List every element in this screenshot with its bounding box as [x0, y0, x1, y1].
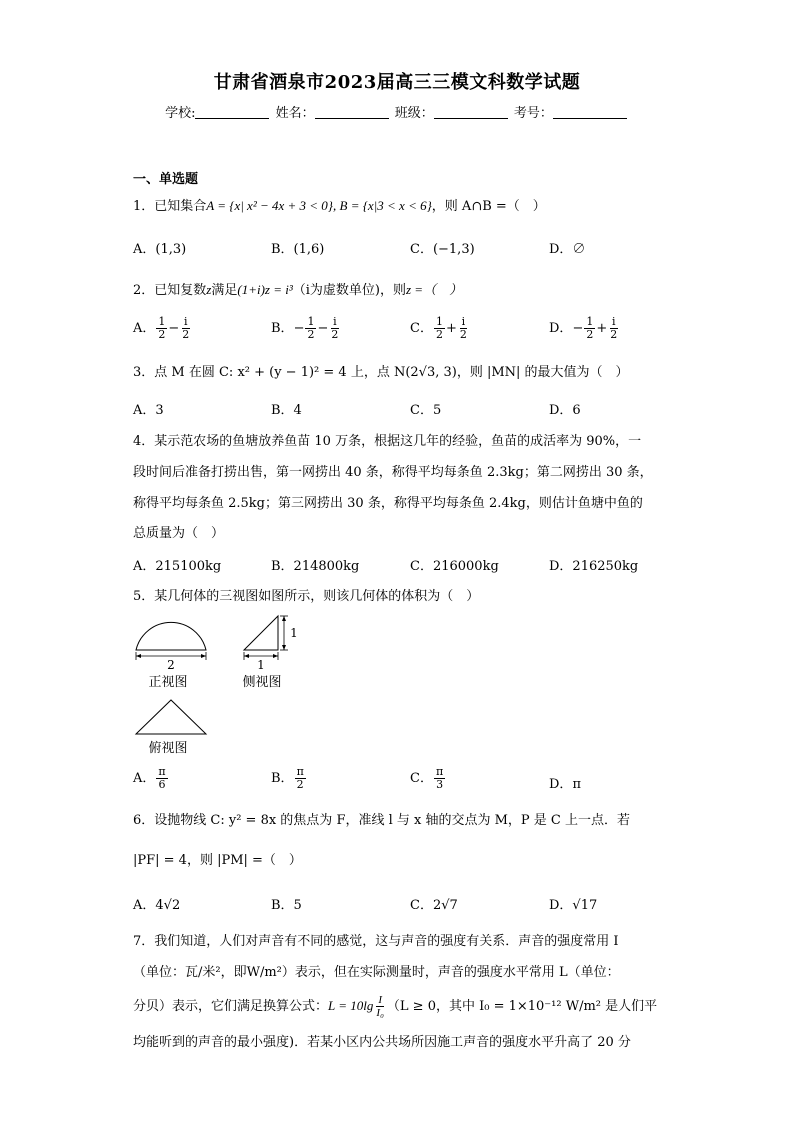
question-7-line-1: 7．我们知道，人们对声音有不同的感觉，这与声音的强度有关系．声音的强度常用 I [133, 934, 619, 949]
q2-d-frac2: $\frac{i}{2}$ [610, 315, 618, 341]
question-4-line-3: 称得平均每条鱼 2.5kg；第三网捞出 30 条，称得平均每条鱼 2.4kg，则估计鱼塘中鱼的 [133, 496, 643, 511]
three-view-figure [128, 612, 308, 760]
question-4-line-1: 4．某示范农场的鱼塘放养鱼苗 10 万条，根据这几年的经验，鱼苗的成活率为 90%，一 [133, 434, 642, 449]
q6-option-d[interactable]: D．√17 [549, 898, 598, 913]
q3-option-b[interactable]: B．4 [271, 403, 302, 418]
q4-option-d[interactable]: D．216250kg [549, 559, 639, 574]
q4-option-b[interactable]: B．214800kg [271, 559, 360, 574]
q2-option-a[interactable] [133, 316, 192, 341]
class-label: 班级： [394, 106, 434, 121]
q1-set-a: A = {x| x² − 4x + 3 < 0} [206, 198, 334, 213]
q2-c-op: + [445, 321, 457, 336]
question-7-line-4: 均能听到的声音的最小强度)．若某小区内公共场所因施工声音的强度水平升高了 20 分 [133, 1035, 631, 1050]
q2-a-frac2: $\frac{i}{2}$ [182, 315, 190, 341]
q7-formula-frac: $\frac{I}{\text{I₀}}$ [376, 994, 384, 1019]
q6-option-a[interactable]: A．4√2 [133, 898, 181, 913]
question-3: 3．点 M 在圆 C: x² + (y − 1)² = 4 上，点 N(2√3, 3)，则 |MN| 的最大值为（ ） [133, 365, 629, 380]
q1-option-a[interactable]: A．(1,3) [133, 242, 187, 257]
q3-option-a[interactable]: A．3 [133, 403, 164, 418]
question-6-line-2: |PF| = 4，则 |PM| =（ ） [133, 853, 302, 868]
q2-c-frac1: $\frac{1}{2}$ [435, 315, 443, 341]
q3-option-c[interactable]: C．5 [410, 403, 442, 418]
q1-option-d[interactable]: D．∅ [549, 242, 586, 257]
q5-a-letter: A． [133, 771, 156, 786]
section-heading: 一、单选题 [133, 172, 199, 187]
q2-b-letter: B． [271, 321, 294, 336]
q2-option-d[interactable] [549, 316, 620, 341]
question-5: 5．某几何体的三视图如图所示，则该几何体的体积为（ ） [133, 589, 480, 604]
exam-number-blank[interactable] [553, 106, 627, 119]
front-view-dim: 2 [167, 658, 175, 672]
q4-option-a[interactable]: A．215100kg [133, 559, 222, 574]
question-2 [133, 280, 462, 301]
q5-b-letter: B． [271, 771, 294, 786]
q5-d-value: π [572, 777, 581, 792]
school-label: 学校: [165, 106, 196, 121]
question-4-line-2: 段时间后准备打捞出售，第一网捞出 40 条，称得平均每条鱼 2.3kg；第二网捞出 30 条， [133, 465, 653, 480]
q1-option-b[interactable]: B．(1,6) [271, 242, 325, 257]
q7-formula-l: L = 10lg [328, 998, 374, 1013]
q5-c-frac: $\frac{\pi}{3}$ [435, 765, 444, 791]
q2-a-letter: A． [133, 321, 156, 336]
q2-b-frac2: $\frac{i}{2}$ [331, 315, 339, 341]
question-6-line-1: 6．设抛物线 C: y² = 8x 的焦点为 F，准线 l 与 x 轴的交点为 M，P 是 C 上一点．若 [133, 813, 631, 828]
school-blank[interactable] [195, 106, 269, 119]
q1-ask: ，则 A∩B =（ ） [431, 199, 546, 214]
q1-prefix: 1．已知集合 [133, 199, 207, 214]
question-1 [133, 196, 546, 217]
q2-a-op: − [168, 321, 180, 336]
q2-b-sign: − [293, 321, 305, 336]
q2-option-b[interactable] [271, 316, 341, 341]
q2-c-frac2: $\frac{i}{2}$ [459, 315, 467, 341]
q2-option-c[interactable] [410, 316, 470, 341]
q5-option-d[interactable] [549, 773, 581, 792]
q2-b-frac1: $\frac{1}{2}$ [307, 315, 315, 341]
side-view-triangle [244, 616, 278, 650]
q2-d-op: + [596, 321, 608, 336]
q3-option-d[interactable]: D．6 [549, 403, 581, 418]
question-7-line-3 [133, 994, 657, 1019]
q1-option-c[interactable]: C．(−1,3) [410, 242, 475, 257]
student-info-line [0, 102, 794, 121]
question-4-line-4: 总质量为（ ） [133, 526, 225, 541]
q2-text3: （i为虚数单位)，则 [292, 283, 406, 298]
q5-c-letter: C． [410, 771, 433, 786]
q5-option-b[interactable] [271, 766, 307, 791]
side-view-label: 侧视图 [242, 675, 282, 690]
question-7-line-2: （单位：瓦/米²，即W/m²）表示，但在实际测量时，声音的强度水平常用 L（单位： [133, 965, 620, 980]
class-blank[interactable] [434, 106, 508, 119]
name-label: 姓名： [275, 106, 315, 121]
q1-set-b: , B = {x|3 < x < 6} [333, 198, 432, 213]
q6-option-b[interactable]: B．5 [271, 898, 302, 913]
q2-text2: 满足 [211, 283, 238, 298]
q2-equation: (1+i)z = i³ [237, 282, 293, 297]
q5-d-letter: D． [549, 777, 573, 792]
exam-number-label: 考号： [513, 106, 553, 121]
top-view-label: 俯视图 [148, 741, 188, 756]
q2-z: z [206, 282, 212, 297]
q5-a-frac: $\frac{\pi}{6}$ [158, 765, 166, 791]
q4-option-c[interactable]: C．216000kg [410, 559, 499, 574]
q2-text1: 2．已知复数 [133, 283, 207, 298]
q6-option-c[interactable]: C．2√7 [410, 898, 458, 913]
q2-b-op: − [317, 321, 329, 336]
q2-d-sign: − [572, 321, 584, 336]
front-view-semicircle [136, 622, 206, 650]
q7-line3-rest: （L ≥ 0，其中 I₀ = 1×10⁻¹² W/m² 是人们平 [386, 999, 658, 1014]
top-view-triangle [136, 700, 206, 734]
q2-a-frac1: $\frac{1}{2}$ [158, 315, 166, 341]
name-blank[interactable] [315, 106, 389, 119]
q5-option-c[interactable] [410, 766, 446, 791]
q7-line3-text: 分贝）表示，它们满足换算公式： [133, 999, 329, 1014]
side-view-width-dim: 1 [257, 658, 265, 672]
side-view-height-dim: 1 [290, 626, 298, 640]
q2-ask: z =（ ） [405, 282, 463, 297]
q2-d-letter: D． [549, 321, 573, 336]
q5-option-a[interactable] [133, 766, 169, 791]
page-title: 甘肃省酒泉市2023届高三三模文科数学试题 [213, 72, 581, 93]
q5-b-frac: $\frac{\pi}{2}$ [296, 765, 304, 791]
front-view-label: 正视图 [148, 675, 188, 690]
q2-c-letter: C． [410, 321, 433, 336]
q2-d-frac1: $\frac{1}{2}$ [586, 315, 594, 341]
